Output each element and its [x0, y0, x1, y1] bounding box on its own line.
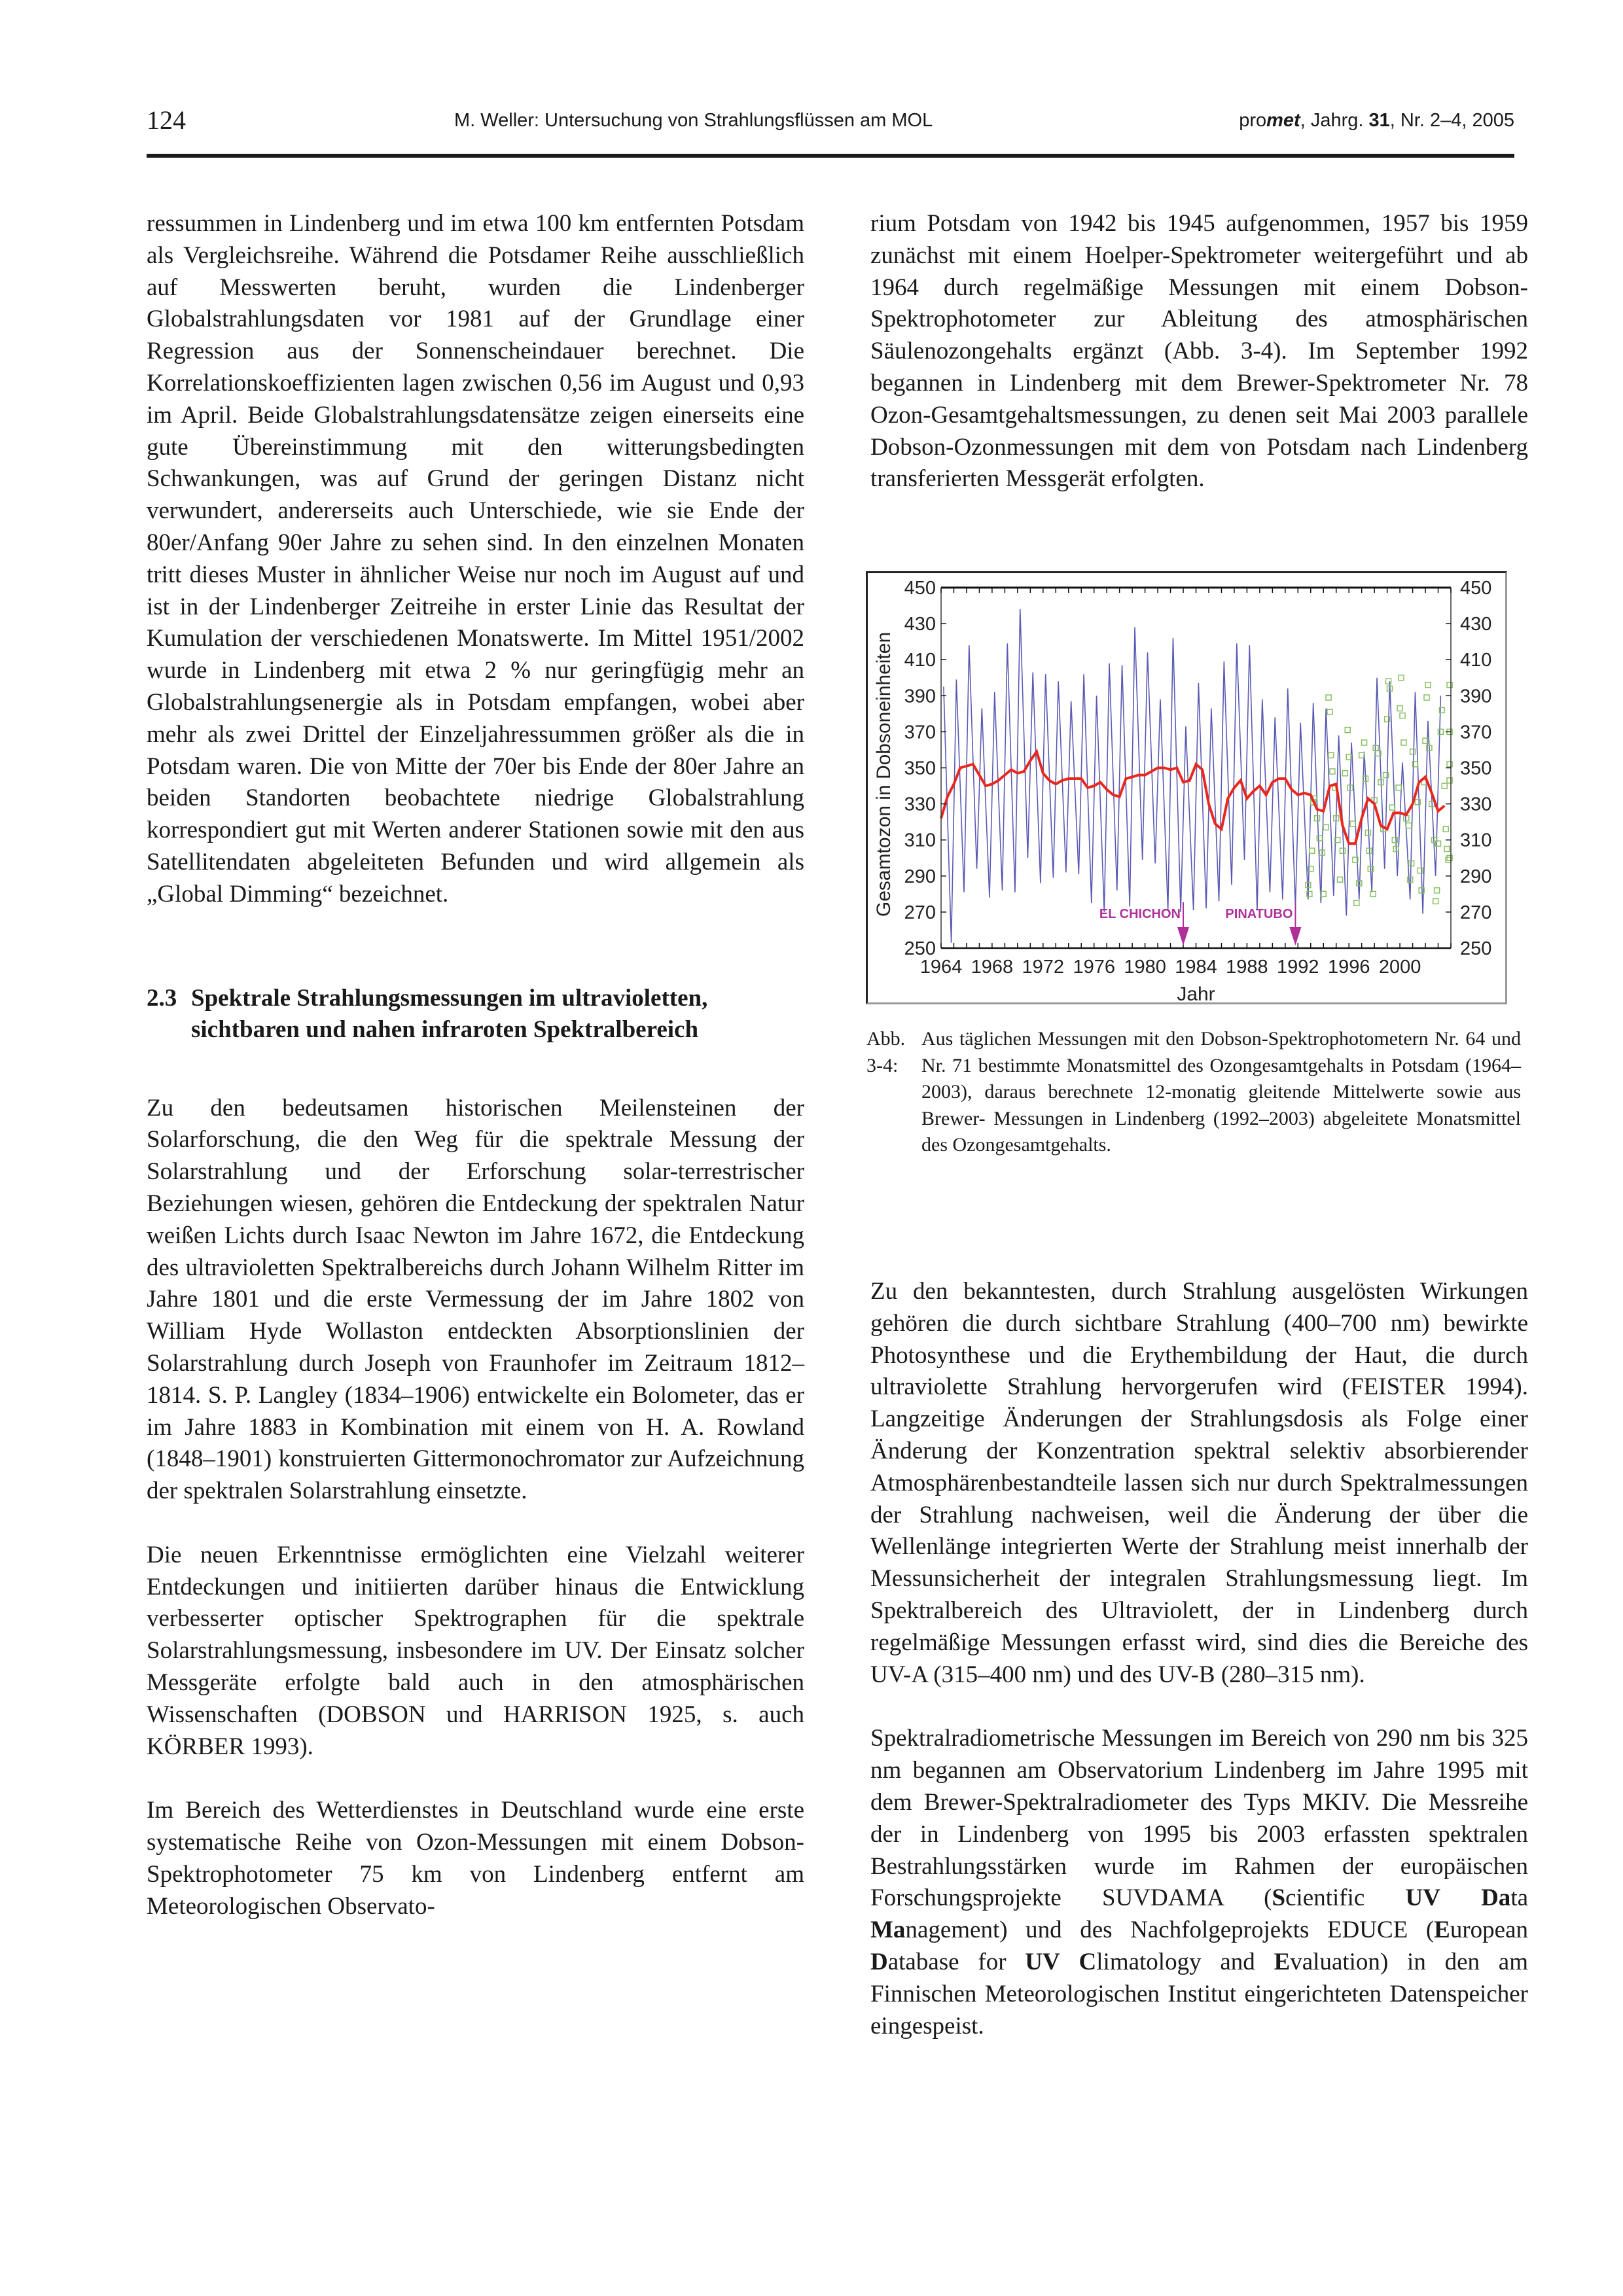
caption-text: Aus täglichen Messungen mit den Dobson-Spektrophotometern Nr. 64 und Nr. 71 bestimmte Monatsmittel des Ozongesamtgehalts in Potsdam (1964–2003), daraus berechnete 12-monatig gleitende Mittelwerte sowie aus Brewer- Messungen in Lindenberg (1992–2003) abgeleitete Monatsmittel des Ozongesamtgehalts. [921, 1028, 1521, 1156]
svg-text:350: 350 [904, 758, 936, 779]
svg-text:330: 330 [1460, 794, 1492, 815]
svg-text:290: 290 [1460, 866, 1492, 887]
svg-text:330: 330 [904, 794, 936, 815]
svg-text:390: 390 [1460, 686, 1492, 707]
svg-text:410: 410 [1460, 650, 1492, 671]
section-heading: 2.3 Spektrale Strahlungsmessungen im ultravioletten, sichtbaren und nahen infraroten Spektralbereich [147, 984, 708, 1043]
svg-text:370: 370 [1460, 722, 1492, 743]
chart-svg [868, 573, 1505, 1002]
svg-text:450: 450 [1460, 578, 1492, 599]
left-column [147, 208, 804, 1923]
figure-caption [866, 1026, 1521, 1159]
svg-text:Gesamtozon in Dobsoneinheiten: Gesamtozon in Dobsoneinheiten [873, 631, 895, 917]
journal-citation: promet, Jahrg. 31, Nr. 2–4, 2005 [1239, 110, 1514, 131]
right-column-bottom [870, 1276, 1528, 2042]
svg-text:350: 350 [1460, 758, 1492, 779]
svg-text:1968: 1968 [971, 957, 1014, 978]
svg-text:430: 430 [1460, 614, 1492, 635]
paragraph: Spektralradiometrische Messungen im Bereich von 290 nm bis 325 nm begannen am Observatorium Lindenberg im Jahre 1995 mit dem Brewer-Spektralradiometer des Typs MKIV. Die Messreihe der in Lindenberg von 1995 bis 2003 erfassten spektralen Bestrahlungsstärken wurde im Rahmen der europäischen Forschungsprojekte SUVDAMA (Scientific UV Data Management) und des Nachfolgeprojekts EDUCE (European Database for UV Climatology and Evaluation) in den am Finnischen Meteorologischen Institut eingerichteten Datenspeicher eingespeist. [870, 1725, 1529, 2040]
svg-text:270: 270 [1460, 902, 1492, 923]
svg-text:1996: 1996 [1327, 957, 1370, 978]
svg-text:370: 370 [904, 722, 936, 743]
right-column-top [870, 208, 1528, 495]
page-number: 124 [147, 105, 186, 135]
svg-text:PINATUBO: PINATUBO [1225, 907, 1293, 921]
svg-text:2000: 2000 [1378, 957, 1421, 978]
header-rule [147, 154, 1514, 158]
svg-text:250: 250 [904, 938, 936, 959]
svg-text:1992: 1992 [1277, 957, 1319, 978]
svg-text:270: 270 [904, 902, 936, 923]
svg-text:EL CHICHON: EL CHICHON [1099, 907, 1181, 921]
svg-text:1988: 1988 [1226, 957, 1268, 978]
svg-text:250: 250 [1460, 938, 1492, 959]
svg-text:310: 310 [904, 830, 936, 851]
svg-text:310: 310 [1460, 830, 1492, 851]
svg-text:1976: 1976 [1073, 957, 1115, 978]
paragraph: rium Potsdam von 1942 bis 1945 aufgenommen, 1957 bis 1959 zunächst mit einem Hoelper-Spektrometer weitergeführt und ab 1964 durch regelmäßige Messungen mit einem Dobson-Spektrophotometer zur Ableitung des atmosphärischen Säulenozongehalts ergänzt (Abb. 3-4). Im September 1992 begannen in Lindenberg mit dem Brewer-Spektrometer Nr. 78 Ozon-Gesamtgehaltsmessungen, zu denen seit Mai 2003 parallele Dobson-Ozonmessungen mit dem von Potsdam nach Lindenberg transferierten Messgerät erfolgten. [870, 210, 1528, 493]
svg-text:410: 410 [904, 650, 936, 671]
svg-text:450: 450 [904, 578, 936, 599]
svg-text:290: 290 [904, 866, 936, 887]
paragraph: ressummen in Lindenberg und im etwa 100 km entfernten Potsdam als Vergleichsreihe. Während die Potsdamer Reihe ausschließlich auf Messwerten beruht, wurden die Lindenberger Globalstrahlungsdaten vor 1981 auf der Grundlage einer Regression aus der Sonnenscheindauer berechnet. Die Korrelationskoeffizienten lagen zwischen 0,56 im August und 0,93 im April. Beide Globalstrahlungsdatensätze zeigen einerseits eine gute Übereinstimmung mit den witterungsbedingten Schwankungen, was auf Grund der geringen Distanz nicht verwundert, andererseits auch Unterschiede, wie sie Ende der 80er/Anfang 90er Jahre zu sehen sind. In den einzelnen Monaten tritt dieses Muster in ähnlicher Weise nur noch im August auf und ist in der Lindenberger Zeitreihe in erster Linie das Resultat der Kumulation der verschiedenen Monatswerte. Im Mittel 1951/2002 wurde in Lindenberg mit etwa 2 % nur geringfügig mehr an Globalstrahlungsenergie als in Potsdam empfangen, wobei aber mehr als zwei Drittel der Einzeljahressummen größer als die in Potsdam waren. Die von Mitte der 70er bis Ende der 80er Jahre an beiden Standorten beobachtete niedrige Globalstrahlung korrespondiert gut mit Werten anderer Stationen sowie mit den aus Satellitendaten abgeleiteten Befunden und wird allgemein als „Global Dimming“ bezeichnet. [147, 210, 804, 908]
running-title: M. Weller: Untersuchung von Strahlungsflüssen am MOL [454, 110, 933, 131]
svg-text:1984: 1984 [1175, 957, 1217, 978]
paragraph: Die neuen Erkenntnisse ermöglichten eine Vielzahl weiterer Entdeckungen und initiierten darüber hinaus die Entwicklung verbesserter optischer Spektrographen für die spektrale Solarstrahlungsmessung, insbesondere im UV. Der Einsatz solcher Messgeräte erfolgte bald auch in den atmosphärischen Wissenschaften (DOBSON und HARRISON 1925, s. auch KÖRBER 1993). [147, 1541, 804, 1760]
paragraph: Im Bereich des Wetterdienstes in Deutschland wurde eine erste systematische Reihe von Ozon-Messungen mit einem Dobson-Spektrophotometer 75 km von Lindenberg entfernt am Meteorologischen Observato- [147, 1797, 804, 1920]
svg-text:1980: 1980 [1124, 957, 1166, 978]
page-header [147, 105, 1514, 144]
svg-text:Jahr: Jahr [1177, 983, 1215, 1002]
ozone-chart [866, 571, 1507, 1004]
svg-text:390: 390 [904, 686, 936, 707]
svg-text:1972: 1972 [1022, 957, 1065, 978]
svg-text:430: 430 [904, 614, 936, 635]
caption-label: Abb. 3-4: [866, 1028, 906, 1076]
svg-text:1964: 1964 [919, 957, 963, 978]
paragraph: Zu den bekanntesten, durch Strahlung ausgelösten Wirkungen gehören die durch sichtbare Strahlung (400–700 nm) bewirkte Photosynthese und die Erythembildung der Haut, die durch ultraviolette Strahlung hervorgerufen wird (FEISTER 1994). Langzeitige Änderungen der Strahlungsdosis als Folge einer Änderung der Konzentration spektral selektiv absorbierender Atmosphärenbestandteile lassen sich nur durch Spektralmessungen der Strahlung nachweisen, weil die Änderung der über die Wellenlänge integrierten Werte der Strahlung meist innerhalb der Messunsicherheit der integralen Strahlungsmessung liegt. Im Spektralbereich des Ultraviolett, der in Lindenberg durch regelmäßige Messungen erfasst wird, sind dies die Bereiche des UV-A (315–400 nm) und des UV-B (280–315 nm). [870, 1278, 1528, 1688]
paragraph: Zu den bedeutsamen historischen Meilensteinen der Solarforschung, die den Weg für die spektrale Messung der Solarstrahlung und der Erforschung solar-terrestrischer Beziehungen wiesen, gehören die Entdeckung der spektralen Natur weißen Lichts durch Isaac Newton im Jahre 1672, die Entdeckung des ultravioletten Spektralbereichs durch Johann Wilhelm Ritter im Jahre 1801 und die erste Vermessung der im Jahre 1802 von William Hyde Wollaston entdeckten Absorptionslinien der Solarstrahlung durch Joseph von Fraunhofer im Zeitraum 1812–1814. S. P. Langley (1834–1906) entwickelte ein Bolometer, das er im Jahre 1883 in Kombination mit einem von H. A. Rowland (1848–1901) konstruierten Gittermonochromator zur Aufzeichnung der spektralen Solarstrahlung einsetzte. [147, 1094, 804, 1505]
